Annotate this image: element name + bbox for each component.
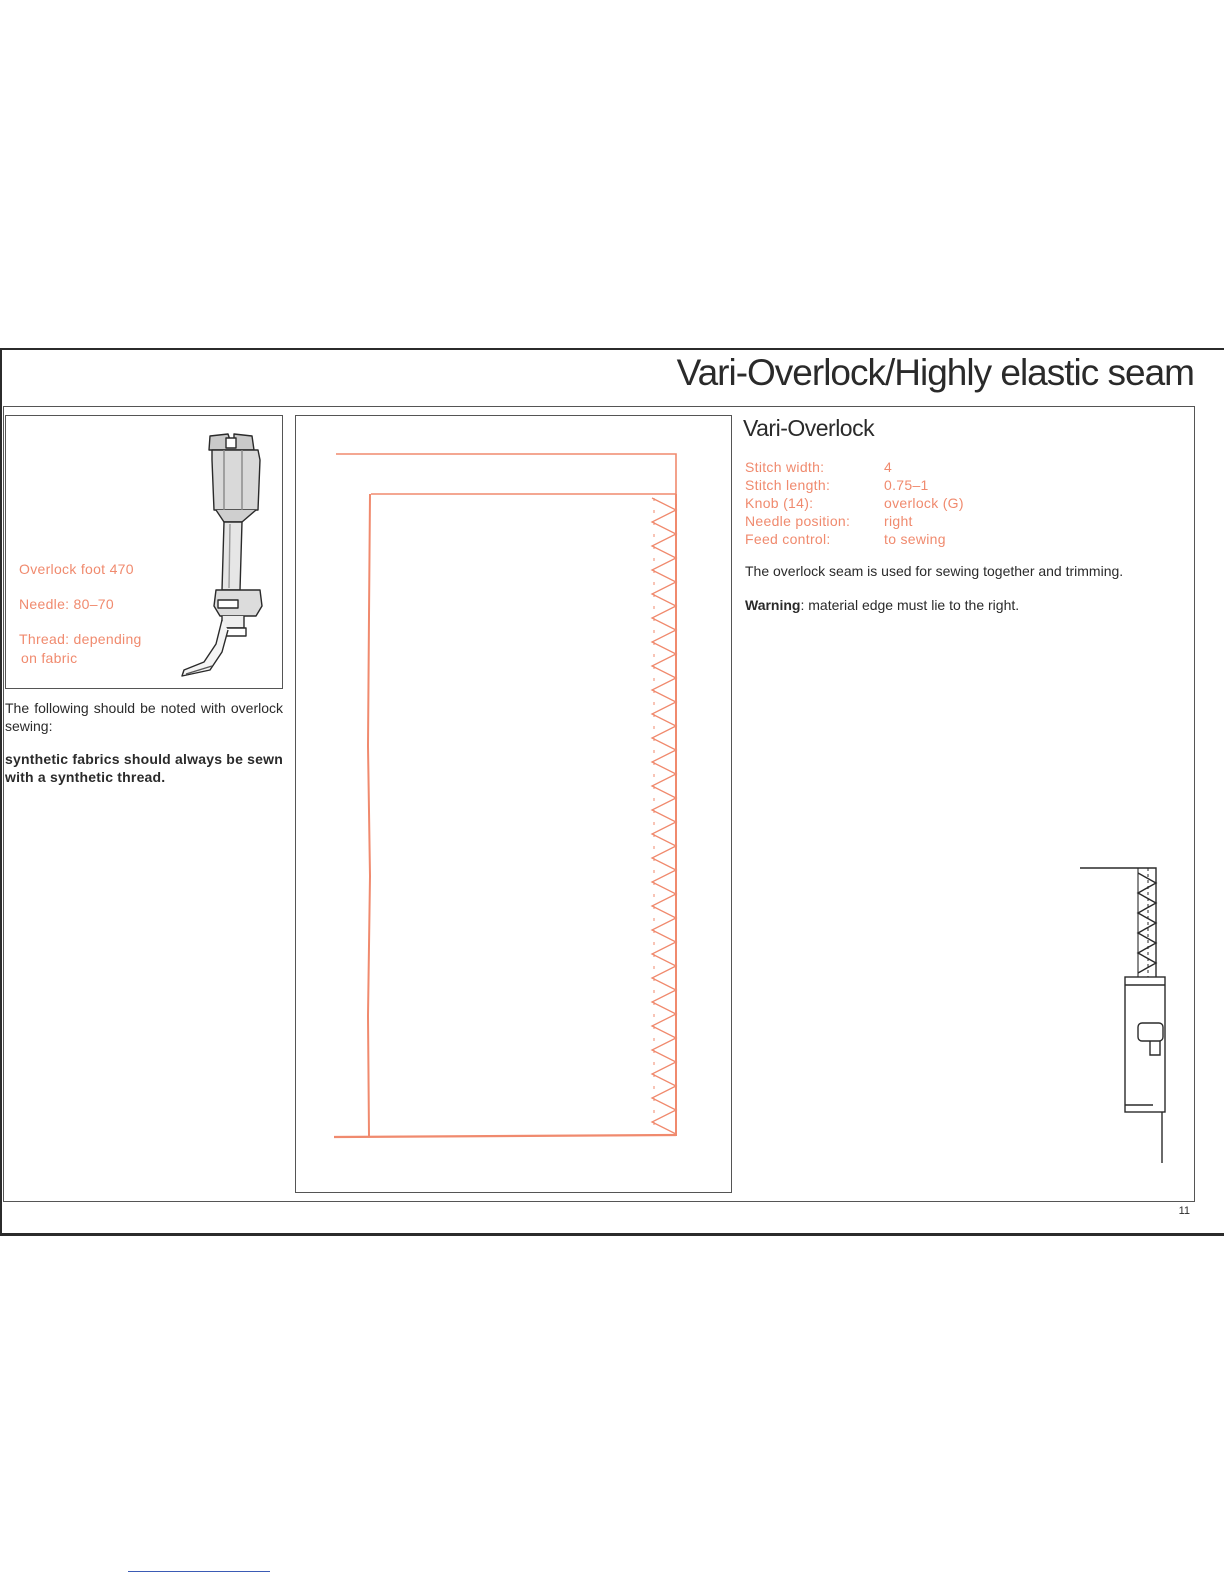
spec-row: Needle position: right xyxy=(745,513,913,529)
description-text: The overlock seam is used for sewing together and trimming. xyxy=(745,563,1124,579)
spec-row: Feed control: to sewing xyxy=(745,531,946,547)
page-title: Vari-Overlock/Highly elastic seam xyxy=(676,352,1194,393)
stitch-settings xyxy=(745,458,964,548)
bottom-divider xyxy=(128,1571,270,1572)
notes-intro: The following should be noted with overlock sewing: xyxy=(5,700,283,734)
foot-label: Overlock foot 470 xyxy=(19,561,134,577)
section-description xyxy=(745,562,1145,630)
needle-label: Needle: 80–70 xyxy=(19,596,114,612)
page-number: 11 xyxy=(1178,1205,1190,1217)
spec-row: Knob (14): overlock (G) xyxy=(745,495,964,511)
bottom-rule xyxy=(0,1233,1224,1236)
warning-line xyxy=(745,596,1145,614)
section-title: Vari-Overlock xyxy=(743,415,875,441)
notes-bold: synthetic fabrics should always be sewn with a synthetic thread. xyxy=(5,751,283,785)
top-rule xyxy=(0,348,1224,350)
stitch-diagram-icon xyxy=(1078,865,1178,1170)
warning-text: : material edge must lie to the right. xyxy=(800,597,1020,613)
overlock-seam-illustration xyxy=(296,416,733,1194)
overlock-foot-icon xyxy=(176,430,276,684)
fabric-illustration-panel xyxy=(295,415,732,1193)
thread-label-cont: on fabric xyxy=(21,650,78,666)
left-rule xyxy=(0,349,2,1235)
thread-label: Thread: depending xyxy=(19,631,142,647)
presser-foot-panel xyxy=(5,415,283,689)
warning-label: Warning xyxy=(745,597,801,613)
overlock-notes xyxy=(5,699,283,803)
spec-row: Stitch width: 4 xyxy=(745,459,893,475)
spec-row: Stitch length: 0.75–1 xyxy=(745,477,929,493)
